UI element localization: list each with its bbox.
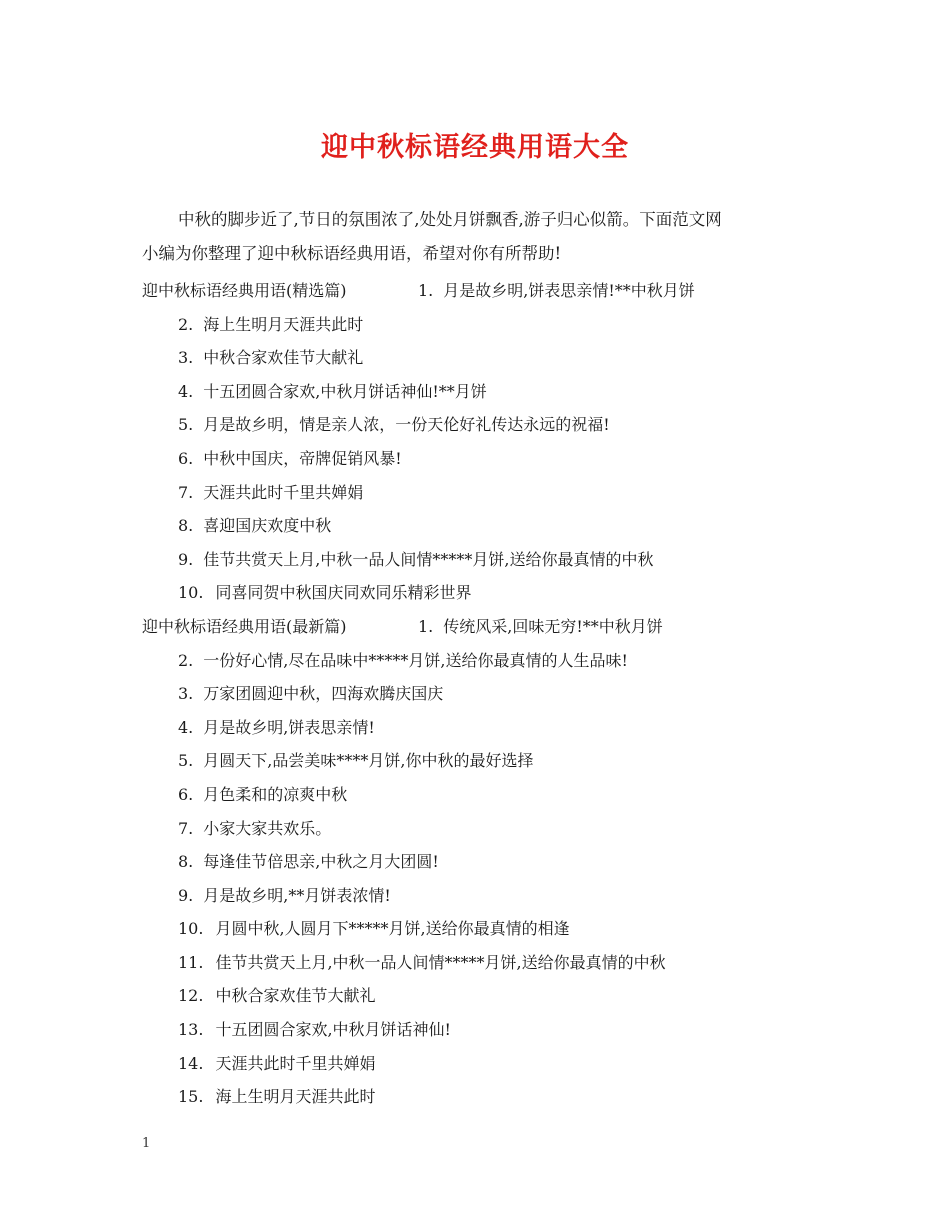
item-text: 每逢佳节倍思亲,中秋之月大团圆! [203,852,439,872]
list-item [0,444,950,478]
list-item [0,511,950,545]
list-item [0,343,950,377]
item-text: 小家大家共欢乐。 [203,818,332,838]
item-number: 3. [178,348,194,368]
list-item [0,478,950,512]
item-number: 1. [418,616,434,636]
item-text: 喜迎国庆欢度中秋 [203,516,332,536]
section-heading-row [0,612,950,646]
document-title: 迎中秋标语经典用语大全 [321,132,629,163]
list-item [0,377,950,411]
item-number: 10. [178,583,204,603]
list-item [0,310,950,344]
item-number: 10. [178,919,204,939]
list-item [0,410,950,444]
item-text: 月是故乡明,饼表思亲情! [203,717,375,737]
list-item [0,814,950,848]
item-number: 3. [178,684,194,704]
item-number: 1. [418,281,434,300]
item-text: 一份好心情,尽在品味中*****月饼,送给你最真情的人生品味! [203,650,628,670]
list-item [0,881,950,915]
item-number: 2. [178,650,194,670]
list-item [0,847,950,881]
section-heading-row [0,276,950,310]
list-item [0,1015,950,1049]
item-number: 13. [178,1020,204,1040]
list-item [0,981,950,1015]
list-item [0,780,950,814]
item-text: 传统风采,回味无穷!**中秋月饼 [443,616,663,636]
item-text: 月圆中秋,人圆月下*****月饼,送给你最真情的相逢 [215,919,570,939]
item-number: 12. [178,986,204,1006]
section-heading: 迎中秋标语经典用语(精选篇) [142,281,347,300]
item-number: 6. [178,448,194,468]
item-text: 月是故乡明，情是亲人浓，一份天伦好礼传达永远的祝福! [203,415,610,435]
item-text: 月是故乡明,饼表思亲情!**中秋月饼 [443,281,695,300]
item-text: 海上生明月天涯共此时 [203,314,364,334]
intro-paragraph-line-2: 小编为你整理了迎中秋标语经典用语，希望对你有所帮助! [142,244,562,263]
item-number: 9. [178,885,194,905]
list-item [0,646,950,680]
list-item [0,948,950,982]
item-number: 15. [178,1087,204,1107]
item-number: 11. [178,952,204,972]
item-text: 十五团圆合家欢,中秋月饼话神仙!**月饼 [203,381,487,401]
item-number: 7. [178,818,194,838]
item-text: 天涯共此时千里共婵娟 [203,482,364,502]
item-number: 8. [178,852,194,872]
item-text: 佳节共赏天上月,中秋一品人间情*****月饼,送给你最真情的中秋 [215,952,666,972]
item-text: 万家团圆迎中秋，四海欢腾庆国庆 [203,684,444,704]
item-text: 中秋合家欢佳节大献礼 [203,348,364,368]
list-item [0,679,950,713]
list-item [0,914,950,948]
item-text: 月圆天下,品尝美味****月饼,你中秋的最好选择 [203,751,534,771]
item-text: 同喜同贺中秋国庆同欢同乐精彩世界 [215,583,472,603]
item-text: 月是故乡明,**月饼表浓情! [203,885,391,905]
list-item [0,578,950,612]
page-number: 1 [142,1136,151,1151]
item-number: 5. [178,415,194,435]
item-number: 4. [178,381,194,401]
item-number: 8. [178,516,194,536]
item-number: 7. [178,482,194,502]
item-number: 4. [178,717,194,737]
list-item [0,713,950,747]
item-number: 6. [178,784,194,804]
intro-paragraph-line-1: 中秋的脚步近了,节日的氛围浓了,处处月饼飘香,游子归心似箭。下面范文网 [178,210,722,229]
item-text: 中秋合家欢佳节大献礼 [215,986,376,1006]
section-heading: 迎中秋标语经典用语(最新篇) [142,616,347,636]
item-text: 中秋中国庆，帝牌促销风暴! [203,448,402,468]
item-number: 5. [178,751,194,771]
item-text: 佳节共赏天上月,中秋一品人间情*****月饼,送给你最真情的中秋 [203,549,654,569]
item-number: 14. [178,1053,204,1073]
list-item [0,545,950,579]
list-item [0,1082,950,1116]
item-text: 海上生明月天涯共此时 [215,1087,376,1107]
item-text: 十五团圆合家欢,中秋月饼话神仙! [215,1020,451,1040]
slogan-list [0,276,950,1116]
list-item [0,746,950,780]
item-number: 9. [178,549,194,569]
item-text: 月色柔和的凉爽中秋 [203,784,348,804]
item-text: 天涯共此时千里共婵娟 [215,1053,376,1073]
list-item [0,1049,950,1083]
item-number: 2. [178,314,194,334]
